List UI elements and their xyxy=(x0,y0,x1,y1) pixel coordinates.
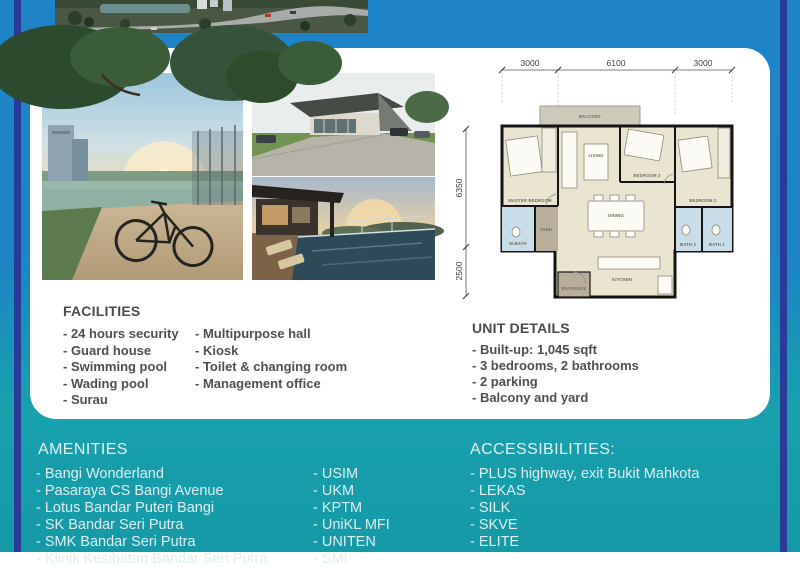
clubhouse-photo xyxy=(252,73,435,174)
facility-item: - Swimming pool xyxy=(63,359,167,374)
right-navy-stripe xyxy=(780,0,787,552)
floor-plan xyxy=(450,54,750,304)
unit-details-list xyxy=(472,342,639,406)
room-label-yard: YARD xyxy=(539,227,553,232)
amenity-item: - Lotus Bandar Puteri Bangi xyxy=(36,500,215,516)
accessibility-item: - PLUS highway, exit Bukit Mahkota xyxy=(470,466,700,482)
facility-item: - Wading pool xyxy=(63,375,149,391)
room-label-master-bedroom: MASTER BEDROOM xyxy=(508,198,552,203)
accessibility-item: - SILK xyxy=(470,500,511,516)
unit-detail-item: - Balcony and yard xyxy=(472,390,589,405)
facility-item: - Surau xyxy=(63,392,108,407)
room-label-mbath: M.BATH xyxy=(509,241,527,246)
room-label-bath1: BATH 1 xyxy=(708,242,726,247)
pool-photo xyxy=(252,177,435,280)
clubhouse-photo-art xyxy=(252,73,435,174)
facility-item: - Kiosk xyxy=(195,342,239,358)
amenity-item: - Bangi Wonderland xyxy=(36,466,164,482)
room-label-bedroom3: BEDROOM 3 xyxy=(633,173,661,178)
accessibility-item: - LEKAS xyxy=(470,483,526,499)
accessibilities-heading: ACCESSIBILITIES: xyxy=(470,441,616,458)
dim-left-1: 6350 xyxy=(454,178,464,198)
unit-detail-item: - 2 parking xyxy=(472,374,538,389)
amenity-item: - UKM xyxy=(313,483,355,499)
dim-top-3: 3000 xyxy=(693,58,713,68)
unit-details-heading: UNIT DETAILS xyxy=(472,320,570,336)
accessibilities-list xyxy=(470,466,699,551)
amenity-item: - USIM xyxy=(313,466,359,482)
accessibility-item: - SKVE xyxy=(470,517,518,533)
room-label-bedroom2: BEDROOM 2 xyxy=(689,198,717,203)
unit-detail-item: - 3 bedrooms, 2 bathrooms xyxy=(472,358,639,373)
amenity-item: - Pasaraya CS Bangi Avenue xyxy=(36,483,224,499)
facility-item: - Management office xyxy=(195,375,321,391)
facility-item: - Guard house xyxy=(63,342,152,358)
amenity-item: - SMK Bandar Seri Putra xyxy=(36,534,196,550)
facilities-list-col2 xyxy=(195,326,347,392)
dim-top-2: 6100 xyxy=(606,58,626,68)
accessibility-item: - ELITE xyxy=(470,534,520,550)
dim-top-1: 3000 xyxy=(520,58,540,68)
facility-item: - Multipurpose hall xyxy=(195,326,311,341)
amenities-list-col2 xyxy=(313,466,390,568)
room-label-dining: DINING xyxy=(608,213,624,218)
room-label-living: LIVING xyxy=(588,153,604,158)
lakeside-photo-art xyxy=(42,73,243,280)
amenity-item: - UNITEN xyxy=(313,534,376,550)
amenities-list-col1 xyxy=(36,466,267,568)
floor-plan-drawing xyxy=(450,54,750,304)
facility-item: - Toilet & changing room xyxy=(195,359,348,374)
room-label-balcony: BALCONY xyxy=(578,114,602,119)
content-card xyxy=(30,48,770,419)
unit-detail-item: - Built-up: 1,045 sqft xyxy=(472,342,597,357)
amenities-heading: AMENITIES xyxy=(38,441,128,458)
lakeside-photo xyxy=(42,73,243,280)
amenity-item: - SMI xyxy=(313,551,348,567)
amenity-item: - UniKL MFI xyxy=(313,517,390,533)
dim-left-2: 2500 xyxy=(454,261,464,281)
entrance-area xyxy=(558,272,590,297)
pool-photo-art xyxy=(252,177,435,280)
room-label-entrance: ENTRANCE xyxy=(561,286,587,291)
room-label-kitchen: KITCHEN xyxy=(611,277,633,282)
amenity-item: - KPTM xyxy=(313,500,363,516)
amenity-item: - Klinik Kesihatan Bandar Seri Putra xyxy=(36,551,268,567)
room-label-bath2: BATH 2 xyxy=(679,242,697,247)
facilities-list-col1 xyxy=(63,326,179,409)
facility-item: - 24 hours security xyxy=(63,326,179,341)
facilities-heading: FACILITIES xyxy=(63,303,141,319)
amenity-item: - SK Bandar Seri Putra xyxy=(36,517,184,533)
